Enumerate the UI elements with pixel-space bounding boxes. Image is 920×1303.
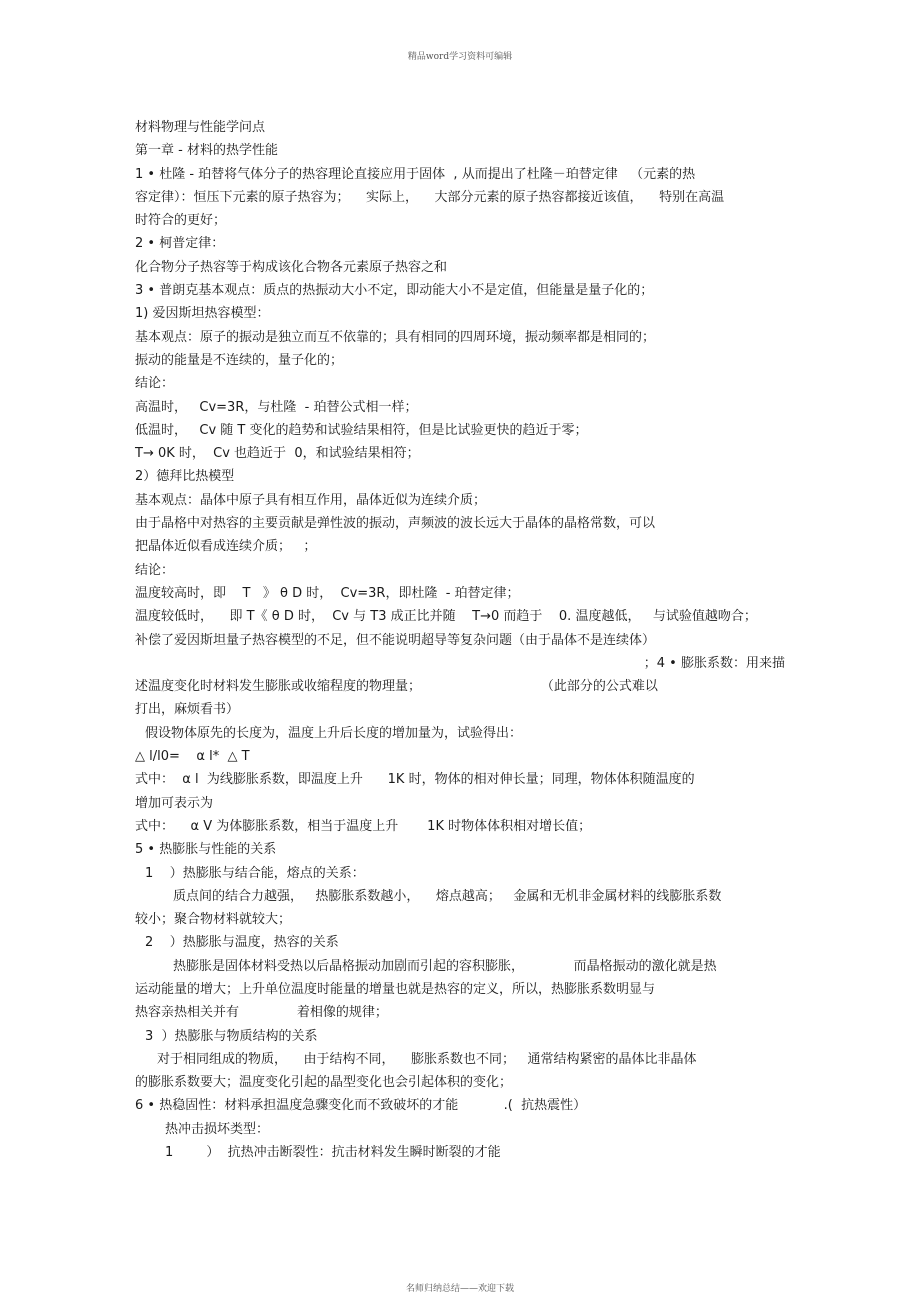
formula-line: △ l/l0= α l* △ T — [135, 749, 250, 765]
text-line: 1 • 杜隆 - 珀替将气体分子的热容理论直接应用于固体 , 从而提出了杜隆－珀替定律 （元素的热 — [135, 166, 696, 182]
doc-title: 材料物理与性能学问点 — [135, 120, 266, 135]
text-line: 由于晶格中对热容的主要贡献是弹性波的振动，声频波的波长远大于晶体的晶格常数，可以 — [135, 516, 656, 532]
text-line: 述温度变化时材料发生膨胀或收缩程度的物理量； （此部分的公式难以 — [135, 679, 658, 695]
text-line: 化合物分子热容等于构成该化合物各元素原子热容之和 — [135, 259, 448, 275]
text-line: 1 ）热膨胀与结合能，熔点的关系： — [145, 865, 365, 881]
text-line: 把晶体近似看成连续介质； ； — [135, 539, 317, 555]
text-line: 5 • 热膨胀与性能的关系 — [135, 842, 277, 858]
text-line: 振动的能量是不连续的，量子化的； — [135, 352, 344, 368]
text-line: 温度较高时，即 T 》 θ D 时， Cv=3R，即杜隆 - 珀替定律； — [135, 585, 520, 601]
text-line: 式中： α V 为体膨胀系数，相当于温度上升 1K 时物体体积相对增长值； — [135, 818, 592, 834]
text-line: 时符合的更好； — [135, 213, 227, 229]
text-line: 2 • 柯普定律： — [135, 236, 225, 252]
text-line: 热冲击损坏类型： — [165, 1121, 270, 1137]
text-line: 打出，麻烦看书） — [135, 702, 240, 718]
text-line: 1 ） 抗热冲击断裂性：抗击材料发生瞬时断裂的才能 — [165, 1145, 501, 1161]
text-line: 运动能量的增大；上升单位温度时能量的增量也就是热容的定义，所以，热膨胀系数明显与 — [135, 981, 656, 997]
text-line: 补偿了爱因斯坦量子热容模型的不足，但不能说明超导等复杂问题（由于晶体不是连续体） — [135, 632, 656, 648]
text-line: 温度较低时， 即 T《 θ D 时， Cv 与 T3 成正比并随 T→0 而趋于 0. 温度越低， 与试验值越吻合； — [135, 609, 757, 625]
text-line: 较小；聚合物材料就较大； — [135, 912, 292, 928]
chapter-heading: 第一章 - 材料的热学性能 — [135, 143, 278, 159]
text-line: ；4 • 膨胀系数：用来描 — [643, 655, 785, 671]
text-line: 对于相同组成的物质， 由于结构不同， 膨胀系数也不同； 通常结构紧密的晶体比非晶体 — [157, 1051, 697, 1067]
text-line: 低温时， Cv 随 T 变化的趋势和试验结果相符，但是比试验更快的趋近于零； — [135, 422, 588, 438]
text-line: 质点间的结合力越强， 热膨胀系数越小， 熔点越高； 金属和无机非金属材料的线膨胀系数 — [173, 888, 722, 904]
text-line: 增加可表示为 — [135, 795, 214, 811]
page-footer: 名师归纳总结——欢迎下载 — [405, 1284, 514, 1294]
text-line: 热膨胀是固体材料受热以后晶格振动加剧而引起的容积膨胀， 而晶格振动的激化就是热 — [173, 958, 717, 974]
text-line: 基本观点：晶体中原子具有相互作用，晶体近似为连续介质； — [135, 492, 487, 508]
text-line: 3 ）热膨胀与物质结构的关系 — [145, 1028, 318, 1044]
text-line: T→ 0K 时， Cv 也趋近于 0，和试验结果相符； — [135, 446, 420, 462]
text-line: 2）德拜比热模型 — [135, 469, 235, 485]
text-line: 热容亲热相关并有 着相像的规律； — [135, 1005, 388, 1021]
text-line: 高温时， Cv=3R，与杜隆 - 珀替公式相一样； — [135, 399, 418, 415]
text-line: 6 • 热稳固性：材料承担温度急骤变化而不致破坏的才能 .( 抗热震性） — [135, 1098, 587, 1114]
text-line: 假设物体原先的长度为，温度上升后长度的增加量为，试验得出： — [145, 725, 523, 741]
text-line: 容定律）：恒压下元素的原子热容为； 实际上， 大部分元素的原子热容都接近该值， 特别在高温 — [135, 189, 725, 205]
text-line: 基本观点：原子的振动是独立而互不依靠的；具有相同的四周环境，振动频率都是相同的； — [135, 329, 656, 345]
document-body — [135, 116, 785, 1164]
text-line: 结论： — [135, 376, 175, 392]
text-line: 的膨胀系数要大；温度变化引起的晶型变化也会引起体积的变化； — [135, 1075, 513, 1091]
text-line: 1) 爱因斯坦热容模型： — [135, 306, 270, 322]
text-line: 2 ）热膨胀与温度，热容的关系 — [145, 935, 339, 951]
text-line: 结论： — [135, 562, 175, 578]
text-line: 式中： α l 为线膨胀系数，即温度上升 1K 时，物体的相对伸长量；同理，物体体积随温度的 — [135, 772, 695, 788]
text-line: 3 • 普朗克基本观点：质点的热振动大小不定，即动能大小不是定值，但能量是量子化的； — [135, 283, 654, 299]
page-header: 精品word学习资料可编辑 — [407, 52, 513, 62]
